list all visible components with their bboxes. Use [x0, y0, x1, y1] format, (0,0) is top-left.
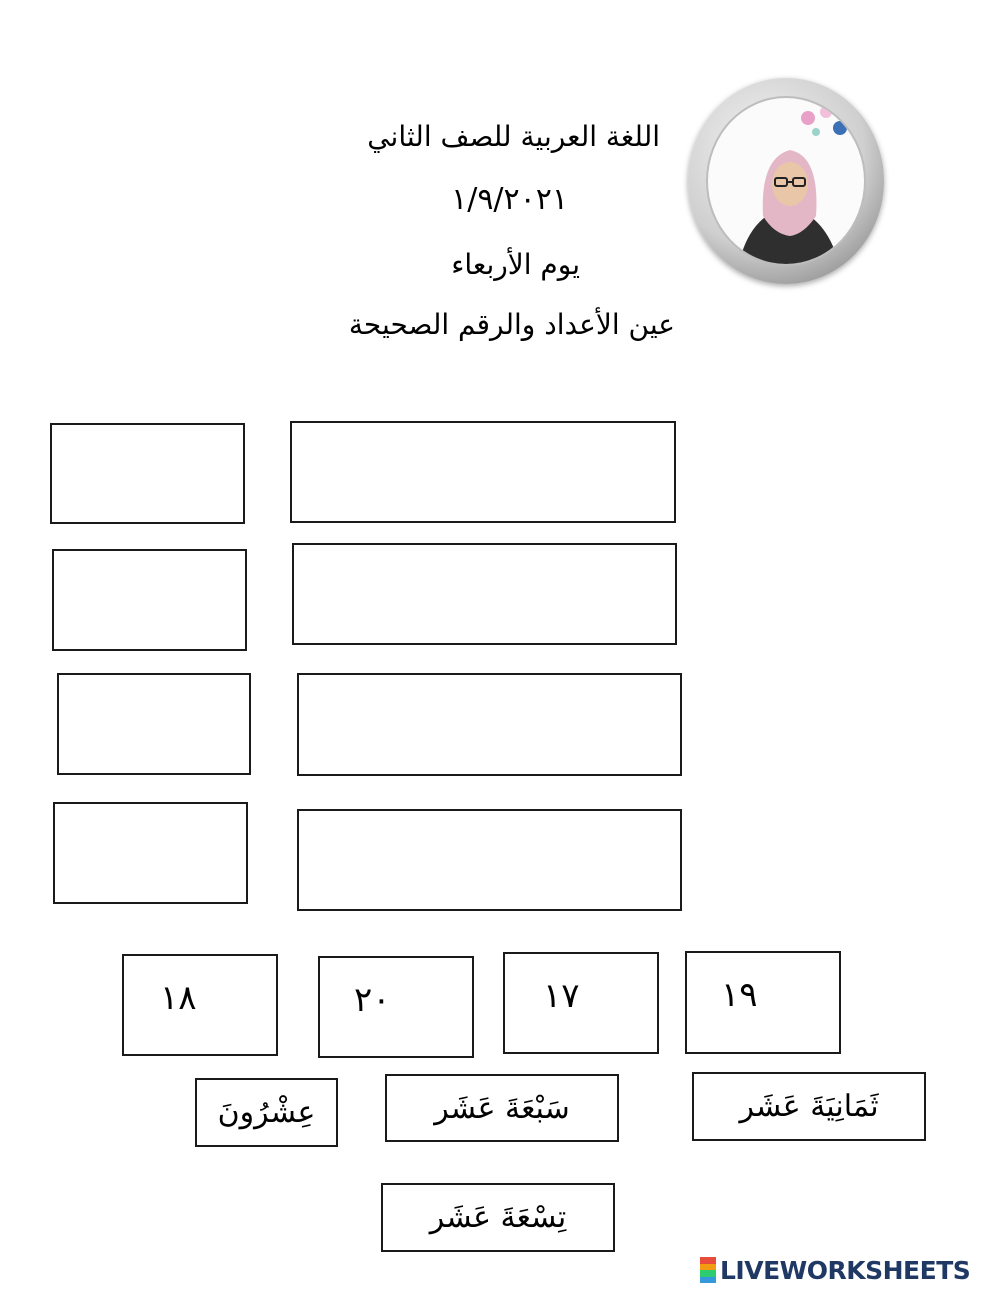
number-tile-label: ٢٠ — [354, 980, 391, 1020]
word-tile-nineteen[interactable]: تِسْعَةَ عَشَر — [381, 1183, 615, 1252]
liveworksheets-logo-icon — [700, 1257, 716, 1283]
worksheet-date: ١/٩/٢٠٢١ — [451, 182, 568, 217]
liveworksheets-logo — [700, 1255, 970, 1285]
number-drop-box-2[interactable] — [52, 549, 247, 651]
liveworksheets-logo-text: LIVEWORKSHEETS — [720, 1255, 971, 1285]
word-drop-box-2[interactable] — [292, 543, 677, 645]
word-drop-box-4[interactable] — [297, 809, 682, 911]
worksheet-day: يوم الأربعاء — [451, 248, 580, 281]
number-drop-box-1[interactable] — [50, 423, 245, 524]
teacher-avatar — [706, 96, 866, 266]
number-tile-20[interactable] — [318, 956, 474, 1058]
word-tile-eighteen[interactable]: ثَمَانِيَةَ عَشَر — [692, 1072, 926, 1141]
number-tile-label: ١٨ — [160, 978, 197, 1018]
word-drop-box-1[interactable] — [290, 421, 676, 523]
word-drop-box-3[interactable] — [297, 673, 682, 776]
number-tile-label: ١٩ — [721, 975, 758, 1015]
number-tile-label: ١٧ — [543, 976, 580, 1016]
number-tile-17[interactable] — [503, 952, 659, 1054]
number-drop-box-4[interactable] — [53, 802, 248, 904]
word-tile-twenty[interactable]: عِشْرُونَ — [195, 1078, 338, 1147]
word-tile-seventeen[interactable]: سَبْعَةَ عَشَر — [385, 1074, 619, 1142]
worksheet-title: اللغة العربية للصف الثاني — [367, 120, 660, 153]
worksheet-instruction: عين الأعداد والرقم الصحيحة — [348, 308, 675, 341]
teacher-photo-icon — [708, 98, 866, 266]
number-tile-18[interactable] — [122, 954, 278, 1056]
number-tile-19[interactable] — [685, 951, 841, 1054]
number-drop-box-3[interactable] — [57, 673, 251, 775]
teacher-portrait-frame — [688, 78, 884, 284]
